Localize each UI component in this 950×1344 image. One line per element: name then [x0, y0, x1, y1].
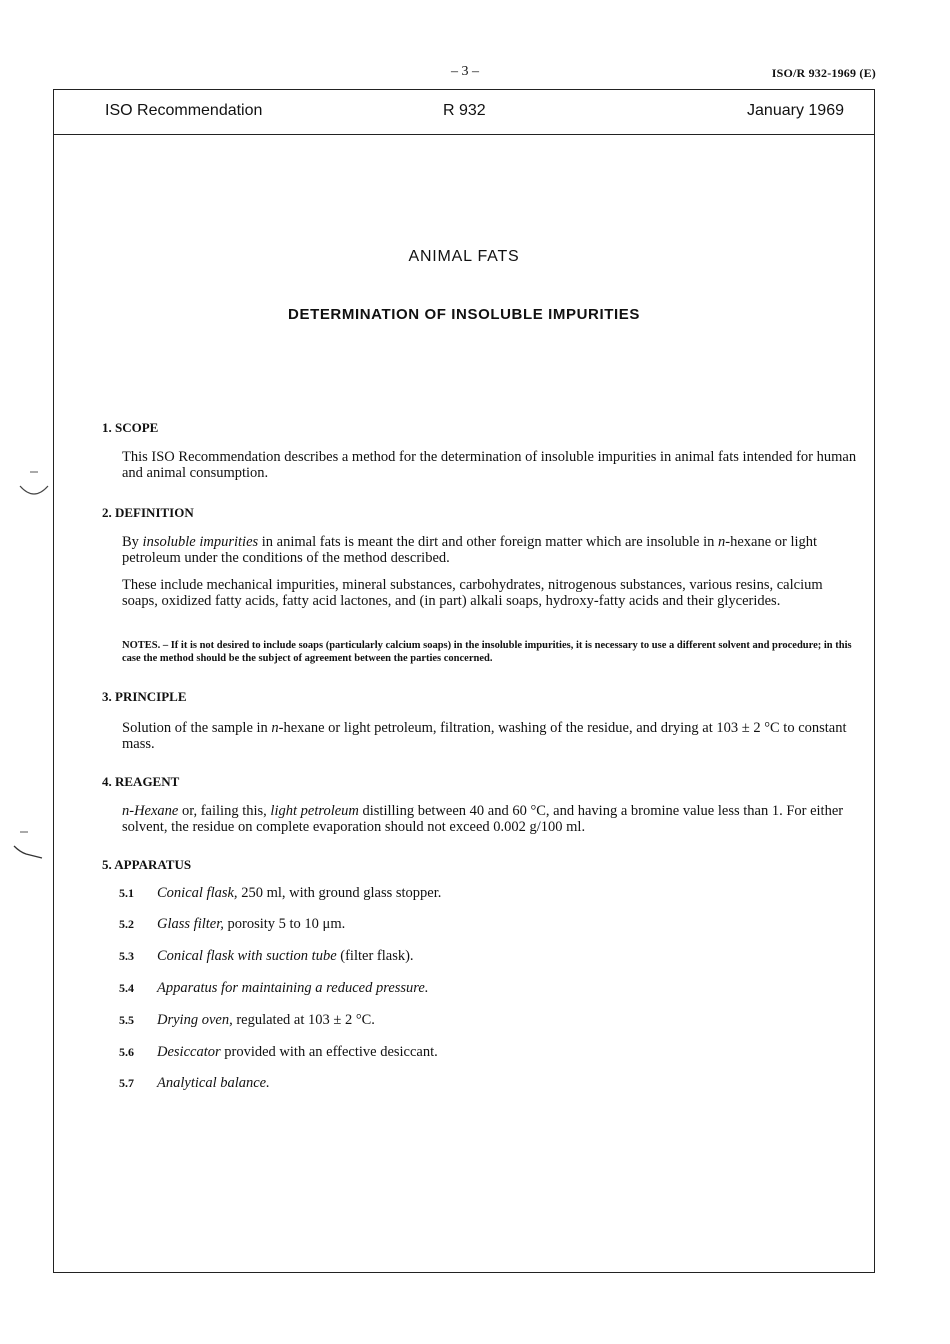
header-series: ISO Recommendation	[105, 102, 263, 119]
scope-paragraph: This ISO Recommendation describes a method for the determination of insoluble impurities in animal fats intended for human and animal consumption.	[122, 449, 857, 481]
page-number: – 3 –	[451, 64, 479, 79]
definition-paragraph-2: These include mechanical impurities, mineral substances, carbohydrates, nitrogenous substances, various resins, calcium soaps, oxidized fatty acids, fatty acid lactones, and (in part) alkali soaps, hydroxy-fatty acids and their glycerides.	[122, 577, 823, 609]
document-frame	[53, 89, 875, 1273]
apparatus-item: 5.4 Apparatus for maintaining a reduced pressure.	[119, 980, 429, 996]
section-principle-heading: 3. PRINCIPLE	[102, 689, 187, 704]
definition-note: NOTES. – If it is not desired to include soaps (particularly calcium soaps) in the insoluble impurities, it is necessary to use a different solvent and procedure; in this case the method should be the subject of agreement between the parties concerned.	[122, 640, 852, 664]
document-reference: ISO/R 932-1969 (E)	[771, 66, 876, 80]
header-date: January 1969	[747, 102, 844, 119]
definition-paragraph-1: By insoluble impurities in animal fats is meant the dirt and other foreign matter which are insoluble in n-hexane or light petroleum under the conditions of the method described.	[122, 534, 818, 566]
apparatus-item: 5.3 Conical flask with suction tube (filter flask).	[119, 948, 414, 964]
document-subtitle: DETERMINATION OF INSOLUBLE IMPURITIES	[288, 306, 640, 323]
apparatus-item: 5.6 Desiccator provided with an effective desiccant.	[119, 1044, 438, 1060]
reagent-paragraph: n-Hexane or, failing this, light petroleum distilling between 40 and 60 °C, and having a bromine value less than 1. For either solvent, the residue on complete evaporation should not exceed 0.002 g/100 ml.	[122, 803, 844, 835]
section-definition-heading: 2. DEFINITION	[102, 505, 194, 520]
section-scope-heading: 1. SCOPE	[102, 420, 159, 435]
document-header	[54, 90, 874, 135]
apparatus-item: 5.1 Conical flask, 250 ml, with ground glass stopper.	[119, 885, 442, 901]
section-reagent-heading: 4. REAGENT	[102, 774, 180, 789]
apparatus-item: 5.5 Drying oven, regulated at 103 ± 2 °C.	[119, 1012, 375, 1028]
apparatus-item: 5.2 Glass filter, porosity 5 to 10 μm.	[119, 916, 346, 932]
margin-mark-upper	[16, 462, 52, 504]
apparatus-item: 5.7 Analytical balance.	[119, 1075, 270, 1091]
margin-mark-lower	[10, 826, 46, 866]
section-apparatus-heading: 5. APPARATUS	[102, 857, 192, 872]
document-title: ANIMAL FATS	[408, 248, 520, 265]
header-number: R 932	[443, 102, 486, 119]
principle-paragraph: Solution of the sample in n-hexane or light petroleum, filtration, washing of the residue, and drying at 103 ± 2 °C to constant mass.	[122, 720, 847, 752]
